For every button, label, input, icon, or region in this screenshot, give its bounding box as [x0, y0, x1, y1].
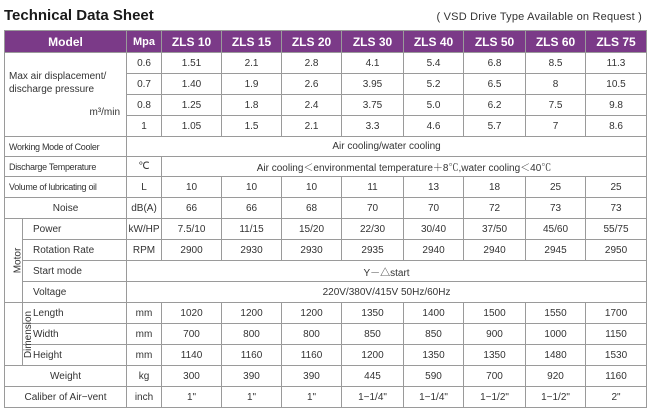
noise-label: Noise [5, 198, 127, 219]
value-cell: 4.1 [342, 53, 404, 74]
value-cell: 2940 [464, 240, 526, 261]
value-cell: 1.40 [162, 74, 222, 95]
value-cell: 10 [162, 177, 222, 198]
value-cell: 850 [342, 324, 404, 345]
value-cell: 70 [342, 198, 404, 219]
value-cell: 2940 [404, 240, 464, 261]
table-row [5, 157, 647, 177]
length-label: Length [23, 303, 127, 324]
motor-group-text: Motor [12, 247, 24, 274]
value-cell: 13 [404, 177, 464, 198]
value-cell: 2" [586, 387, 647, 408]
value-cell: 5.0 [404, 95, 464, 116]
length-unit: mm [127, 303, 162, 324]
dimension-group-label [5, 303, 35, 366]
value-cell: 5.4 [404, 53, 464, 74]
value-cell: 3.75 [342, 95, 404, 116]
table-row [5, 387, 647, 408]
header-row [5, 31, 647, 53]
discharge-temp-unit: ℃ [127, 157, 162, 177]
value-cell: 6.8 [464, 53, 526, 74]
model-header-cell: ZLS 75 [586, 31, 647, 53]
rotation-label: Rotation Rate [23, 240, 127, 261]
value-cell: 15/20 [282, 219, 342, 240]
displacement-label-line2: discharge pressure [9, 84, 95, 95]
pressure-cell: 0.7 [127, 74, 162, 95]
weight-label: Weight [5, 366, 127, 387]
value-cell: 2.1 [282, 116, 342, 137]
table-row [5, 303, 647, 324]
dimension-group-text: Dimension [23, 310, 35, 358]
value-cell: 1.05 [162, 116, 222, 137]
displacement-unit: m³/min [89, 107, 121, 118]
table-row [5, 137, 647, 157]
value-cell: 6.5 [464, 74, 526, 95]
value-cell: 2930 [222, 240, 282, 261]
value-cell: 2900 [162, 240, 222, 261]
width-label: Width [23, 324, 127, 345]
value-cell: 2930 [282, 240, 342, 261]
value-cell: 72 [464, 198, 526, 219]
value-cell: 70 [404, 198, 464, 219]
value-cell: 8.5 [526, 53, 586, 74]
value-cell: 800 [282, 324, 342, 345]
value-cell: 1350 [342, 303, 404, 324]
table-row [5, 366, 647, 387]
value-cell: 1−1/4" [404, 387, 464, 408]
value-cell: 1160 [282, 345, 342, 366]
value-cell: 1160 [586, 366, 647, 387]
pressure-cell: 0.6 [127, 53, 162, 74]
table-row [5, 345, 647, 366]
width-unit: mm [127, 324, 162, 345]
value-cell: 55/75 [586, 219, 647, 240]
value-cell: 3.95 [342, 74, 404, 95]
voltage-value: 220V/380V/415V 50Hz/60Hz [127, 282, 647, 303]
cooler-value: Air cooling/water cooling [127, 137, 647, 157]
value-cell: 1200 [282, 303, 342, 324]
title-bar [4, 3, 646, 29]
value-cell: 8 [526, 74, 586, 95]
table-row [5, 324, 647, 345]
value-cell: 1550 [526, 303, 586, 324]
value-cell: 7.5/10 [162, 219, 222, 240]
start-mode-value: Y－△start [127, 261, 647, 282]
value-cell: 590 [404, 366, 464, 387]
cooler-label: Working Mode of Cooler [5, 137, 127, 157]
value-cell: 1−1/2" [464, 387, 526, 408]
pressure-cell: 0.8 [127, 95, 162, 116]
vsd-note: ( VSD Drive Type Available on Request ) [436, 11, 642, 23]
table-row [5, 198, 647, 219]
value-cell: 850 [404, 324, 464, 345]
model-header-cell: ZLS 15 [222, 31, 282, 53]
value-cell: 445 [342, 366, 404, 387]
unit-header: Mpa [127, 31, 162, 53]
rotation-unit: RPM [127, 240, 162, 261]
value-cell: 2935 [342, 240, 404, 261]
value-cell: 1.9 [222, 74, 282, 95]
page-title: Technical Data Sheet [4, 7, 154, 24]
value-cell: 66 [222, 198, 282, 219]
value-cell: 11.3 [586, 53, 647, 74]
value-cell: 1200 [342, 345, 404, 366]
value-cell: 1350 [404, 345, 464, 366]
value-cell: 4.6 [404, 116, 464, 137]
value-cell: 1350 [464, 345, 526, 366]
value-cell: 1.5 [222, 116, 282, 137]
discharge-temp-label: Discharge Temperature [5, 157, 127, 177]
value-cell: 9.8 [586, 95, 647, 116]
technical-data-table [4, 30, 647, 408]
table-row [5, 240, 647, 261]
value-cell: 2.4 [282, 95, 342, 116]
value-cell: 25 [586, 177, 647, 198]
value-cell: 3.3 [342, 116, 404, 137]
discharge-temp-value: Air cooling＜environmental temperature＋8℃,water cooling＜40℃ [162, 157, 647, 177]
value-cell: 1" [162, 387, 222, 408]
start-mode-label: Start mode [23, 261, 127, 282]
model-header-cell: ZLS 10 [162, 31, 222, 53]
displacement-label [5, 53, 127, 137]
value-cell: 7 [526, 116, 586, 137]
value-cell: 1150 [586, 324, 647, 345]
motor-group-label [5, 219, 23, 303]
height-label: Height [23, 345, 127, 366]
value-cell: 1−1/2" [526, 387, 586, 408]
value-cell: 300 [162, 366, 222, 387]
table-row [5, 261, 647, 282]
value-cell: 700 [464, 366, 526, 387]
value-cell: 11/15 [222, 219, 282, 240]
caliber-label: Caliber of Air−vent [5, 387, 127, 408]
value-cell: 11 [342, 177, 404, 198]
value-cell: 1480 [526, 345, 586, 366]
value-cell: 5.2 [404, 74, 464, 95]
value-cell: 45/60 [526, 219, 586, 240]
value-cell: 30/40 [404, 219, 464, 240]
value-cell: 1000 [526, 324, 586, 345]
value-cell: 1200 [222, 303, 282, 324]
value-cell: 68 [282, 198, 342, 219]
value-cell: 2.8 [282, 53, 342, 74]
value-cell: 18 [464, 177, 526, 198]
value-cell: 1" [282, 387, 342, 408]
height-unit: mm [127, 345, 162, 366]
value-cell: 22/30 [342, 219, 404, 240]
table-row [5, 219, 647, 240]
power-unit: kW/HP [127, 219, 162, 240]
value-cell: 900 [464, 324, 526, 345]
value-cell: 6.2 [464, 95, 526, 116]
model-header-cell: ZLS 60 [526, 31, 586, 53]
table-row [5, 282, 647, 303]
model-header: Model [5, 31, 127, 53]
weight-unit: kg [127, 366, 162, 387]
value-cell: 10 [282, 177, 342, 198]
value-cell: 920 [526, 366, 586, 387]
noise-unit: dB(A) [127, 198, 162, 219]
value-cell: 37/50 [464, 219, 526, 240]
value-cell: 8.6 [586, 116, 647, 137]
value-cell: 73 [526, 198, 586, 219]
voltage-label: Voltage [23, 282, 127, 303]
caliber-unit: inch [127, 387, 162, 408]
value-cell: 2.1 [222, 53, 282, 74]
model-header-cell: ZLS 30 [342, 31, 404, 53]
value-cell: 1.8 [222, 95, 282, 116]
table-row [5, 177, 647, 198]
model-header-cell: ZLS 50 [464, 31, 526, 53]
value-cell: 700 [162, 324, 222, 345]
table-row [5, 53, 647, 74]
value-cell: 73 [586, 198, 647, 219]
value-cell: 1140 [162, 345, 222, 366]
lube-oil-label: Volume of lubricating oil [5, 177, 127, 198]
value-cell: 1160 [222, 345, 282, 366]
lube-oil-unit: L [127, 177, 162, 198]
value-cell: 7.5 [526, 95, 586, 116]
value-cell: 10.5 [586, 74, 647, 95]
value-cell: 1" [222, 387, 282, 408]
model-header-cell: ZLS 20 [282, 31, 342, 53]
displacement-label-line1: Max air displacement/ [9, 71, 107, 82]
value-cell: 800 [222, 324, 282, 345]
value-cell: 1530 [586, 345, 647, 366]
value-cell: 2.6 [282, 74, 342, 95]
model-header-cell: ZLS 40 [404, 31, 464, 53]
value-cell: 1−1/4" [342, 387, 404, 408]
value-cell: 25 [526, 177, 586, 198]
pressure-cell: 1 [127, 116, 162, 137]
value-cell: 1.25 [162, 95, 222, 116]
value-cell: 1020 [162, 303, 222, 324]
value-cell: 2950 [586, 240, 647, 261]
value-cell: 2945 [526, 240, 586, 261]
value-cell: 1400 [404, 303, 464, 324]
power-label: Power [23, 219, 127, 240]
value-cell: 1500 [464, 303, 526, 324]
value-cell: 10 [222, 177, 282, 198]
value-cell: 1.51 [162, 53, 222, 74]
value-cell: 390 [222, 366, 282, 387]
value-cell: 390 [282, 366, 342, 387]
value-cell: 1700 [586, 303, 647, 324]
value-cell: 5.7 [464, 116, 526, 137]
value-cell: 66 [162, 198, 222, 219]
